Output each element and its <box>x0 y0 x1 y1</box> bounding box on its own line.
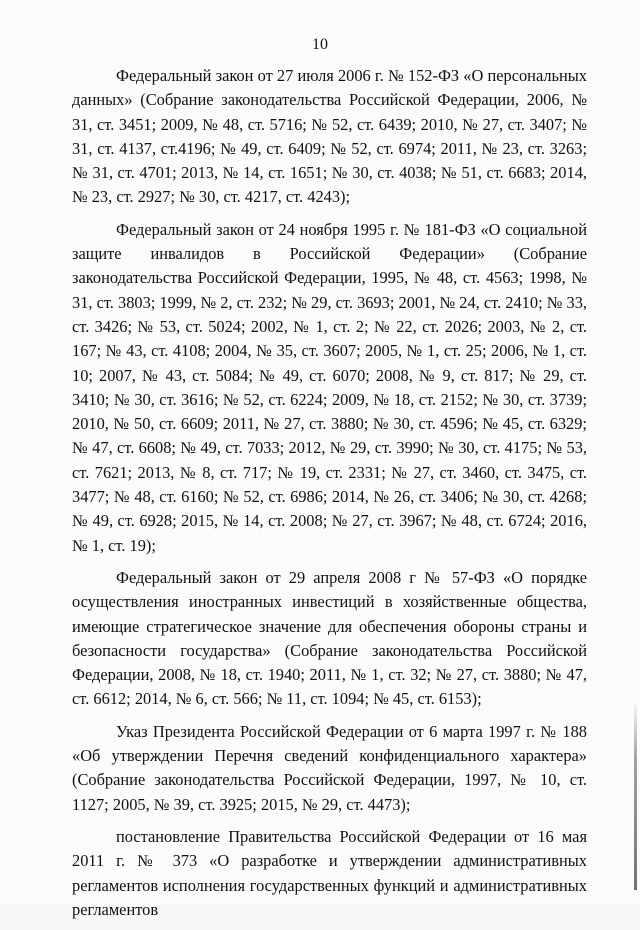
paragraph-government-resolution-373: постановление Правительства Российской Федерации от 16 мая 2011 г. № 373 «О разработке и утверждении административных регламентов исполнения государственных функций и административных регламентов <box>72 826 587 919</box>
scan-edge-mark <box>634 700 637 890</box>
paragraph-federal-law-152: Федеральный закон от 27 июля 2006 г. № 152-ФЗ «О персональных данных» (Собрание законодательства Российской Федерации, 2006, № 31, ст. 3451; 2009, № 48, ст. 5716; № 52, ст. 6439; 2010, № 27, ст. 3407; № 31, ст. 4137, ст.4196; № 49, ст. 6409; № 52, ст. 6974; 2011, № 23, ст. 3263; № 31, ст. 4701; 2013, № 14, ст. 1651; № 30, ст. 4038; № 51, ст. 6683; 2014, № 23, ст. 2927; № 30, ст. 4217, ст. 4243); <box>72 66 587 207</box>
document-body <box>72 64 587 930</box>
page-number: 10 <box>312 36 328 53</box>
paragraph-presidential-decree-188: Указ Президента Российской Федерации от 6 марта 1997 г. № 188 «Об утверждении Перечня сведений конфиденциального характера» (Собрание законодательства Российской Федерации, 1997, № 10, ст. 1127; 2005, № 39, ст. 3925; 2015, № 29, ст. 4473); <box>72 721 587 814</box>
paragraph-federal-law-181: Федеральный закон от 24 ноября 1995 г. № 181-ФЗ «О социальной защите инвалидов в Российской Федерации» (Собрание законодательства Российской Федерации, 1995, № 48, ст. 4563; 1998, № 31, ст. 3803; 1999, № 2, ст. 232; № 29, ст. 3693; 2001, № 24, ст. 2410; № 33, ст. 3426; № 53, ст. 5024; 2002, № 1, ст. 2; № 22, ст. 2026; 2003, № 2, ст. 167; № 43, ст. 4108; 2004, № 35, ст. 3607; 2005, № 1, ст. 25; 2006, № 1, ст. 10; 2007, № 43, ст. 5084; № 49, ст. 6070; 2008, № 9, ст. 817; № 29, ст. 3410; № 30, ст. 3616; № 52, ст. 6224; 2009, № 18, ст. 2152; № 30, ст. 3739; 2010, № 50, ст. 6609; 2011, № 27, ст. 3880; № 30, ст. 4596; № 45, ст. 6329; № 47, ст. 6608; № 49, ст. 7033; 2012, № 29, ст. 3990; № 30, ст. 4175; № 53, ст. 7621; 2013, № 8, ст. 717; № 19, ст. 2331; № 27, ст. 3460, ст. 3475, ст. 3477; № 48, ст. 6160; № 52, ст. 6986; 2014, № 26, ст. 3406; № 30, ст. 4268; № 49, ст. 6928; 2015, № 14, ст. 2008; № 27, ст. 3967; № 48, ст. 6724; 2016, № 1, ст. 19); <box>72 219 587 555</box>
paragraph-federal-law-57: Федеральный закон от 29 апреля 2008 г № 57-ФЗ «О порядке осуществления иностранных инвестиций в хозяйственные общества, имеющие стратегическое значение для обеспечения обороны страны и безопасности государства» (Собрание законодательства Российской Федерации, 2008, № 18, ст. 1940; 2011, № 1, ст. 32; № 27, ст. 3880; № 47, ст. 6612; 2014, № 6, ст. 566; № 11, ст. 1094; № 45, ст. 6153); <box>72 567 587 709</box>
